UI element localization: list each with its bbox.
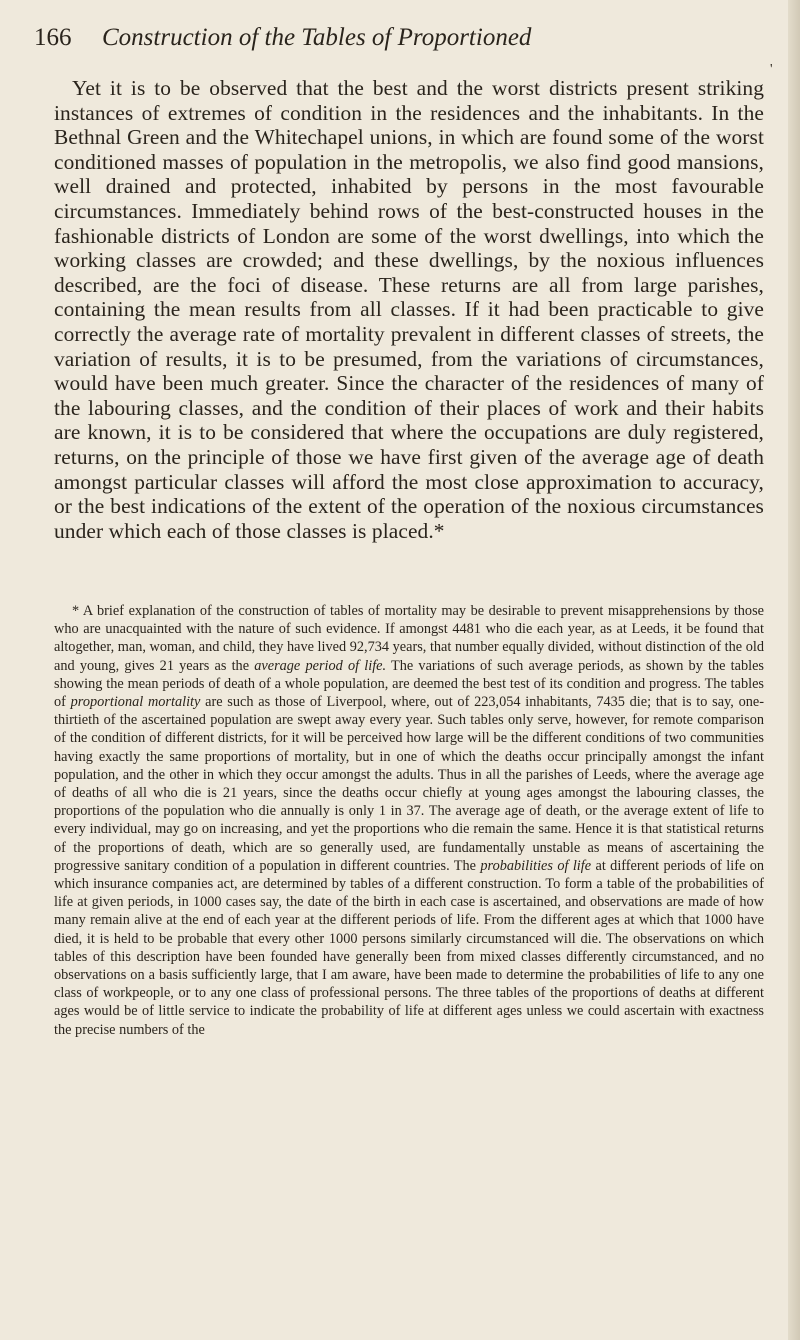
footnote-emphasis-proportional-mortality: proportional mortality	[70, 694, 201, 711]
footnote-emphasis-probabilities-of-life: probabilities of life	[480, 857, 592, 874]
footnote-emphasis-average-period: average period of life.	[254, 657, 387, 674]
footnote-text-4: at different periods of life on which insurance companies act, are determined by tables of a different construction. To form a table of the probabilities of life at given periods, in 1000 cases say, the date of the birth in each case is ascertained, and observations are made of how many remain alive at the end of each year at the different periods of life. From the different ages at which that 1000 have died, it is held to be probable that every other 1000 persons similarly circumstanced will die. The observations on which tables of this description have been founded have generally been from mixed classes differently circumstanced, and no observations on a basis sufficiently large, that I am aware, have been made to determine the probabilities of life to any one class of workpeople, or to any one class of professional persons. The three tables of the proportions of deaths at different ages would be of little service to indicate the probability of life at different ages unless we could ascertain with exactness the precise numbers of the	[54, 857, 764, 1038]
page-number: 166	[34, 24, 72, 51]
body-paragraph: Yet it is to be observed that the best and the worst districts present striking instances of extremes of condition in the residences and the inhabitants. In the Bethnal Green and the Whitechapel unions, in which are found some of the worst conditioned masses of population in the metropolis, we also find good mansions, well drained and protected, inhabited by persons in the most favourable circumstances. Immediately behind rows of the best-constructed houses in the fashionable districts of London are some of the worst dwellings, into which the working classes are crowded; and these dwellings, by the noxious influences described, are the foci of disease. These returns are all from large parishes, containing the mean results from all classes. If it had been practicable to give correctly the average rate of mortality prevalent in different classes of streets, the variation of results, it is to be presumed, from the variations of circumstances, would have been much greater. Since the character of the residences of many of the labouring classes, and the condition of their places of work and their habits are known, it is to be considered that where the occupations are duly registered, returns, on the principle of those we have first given of the average age of death amongst particular classes will afford the most close approximation to accuracy, or the best indications of the extent of the operation of the noxious circumstances under which each of those classes is placed.*	[54, 76, 764, 543]
page-edge-shadow	[788, 0, 800, 1340]
footnote-text-2: The variations of such average periods, as shown by the tables showing the mean periods of death of a whole population, are deemed the best test of its condition and progress. The tables of	[54, 657, 764, 711]
running-head: Construction of the Tables of Proportioned	[102, 24, 532, 51]
corner-mark: '	[770, 62, 773, 77]
footnote-text-1: * A brief explanation of the construction of tables of mortality may be desirable to prevent misapprehensions by those who are unacquainted with the nature of such evidence. If amongst 4481 who die each year, as at Leeds, it be found that altogether, man, woman, and child, they have lived 92,734 years, that number equally divided, without distinction of the old and young, gives 21 years as the	[54, 603, 764, 674]
footnote-text-3: are such as those of Liverpool, where, out of 223,054 inhabitants, 7435 die; that is to say, one-thirtieth of the ascertained population are swept away every year. Such tables only serve, however, for remote comparison of the condition of different districts, for it will be perceived how large will be the different conditions of two communities having exactly the same proportions of mortality, but in one of which the deaths occur principally amongst the infant population, and the other in which they occur amongst the adults. Thus in all the parishes of Leeds, where the average age of deaths of all who die is 21 years, since the deaths occur chiefly at young ages amongst the labouring classes, the proportions of the population who die annually is only 1 in 37. The average age of death, or the average extent of life to every individual, may go on increasing, and yet the proportions who die remain the same. Hence it is that statistical returns of the proportions of death, which are so generally used, are fundamentally unstable as means of ascertaining the progressive sanitary condition of a population in different countries. The	[54, 694, 765, 874]
footnote	[54, 602, 764, 1039]
page-header	[34, 18, 764, 58]
